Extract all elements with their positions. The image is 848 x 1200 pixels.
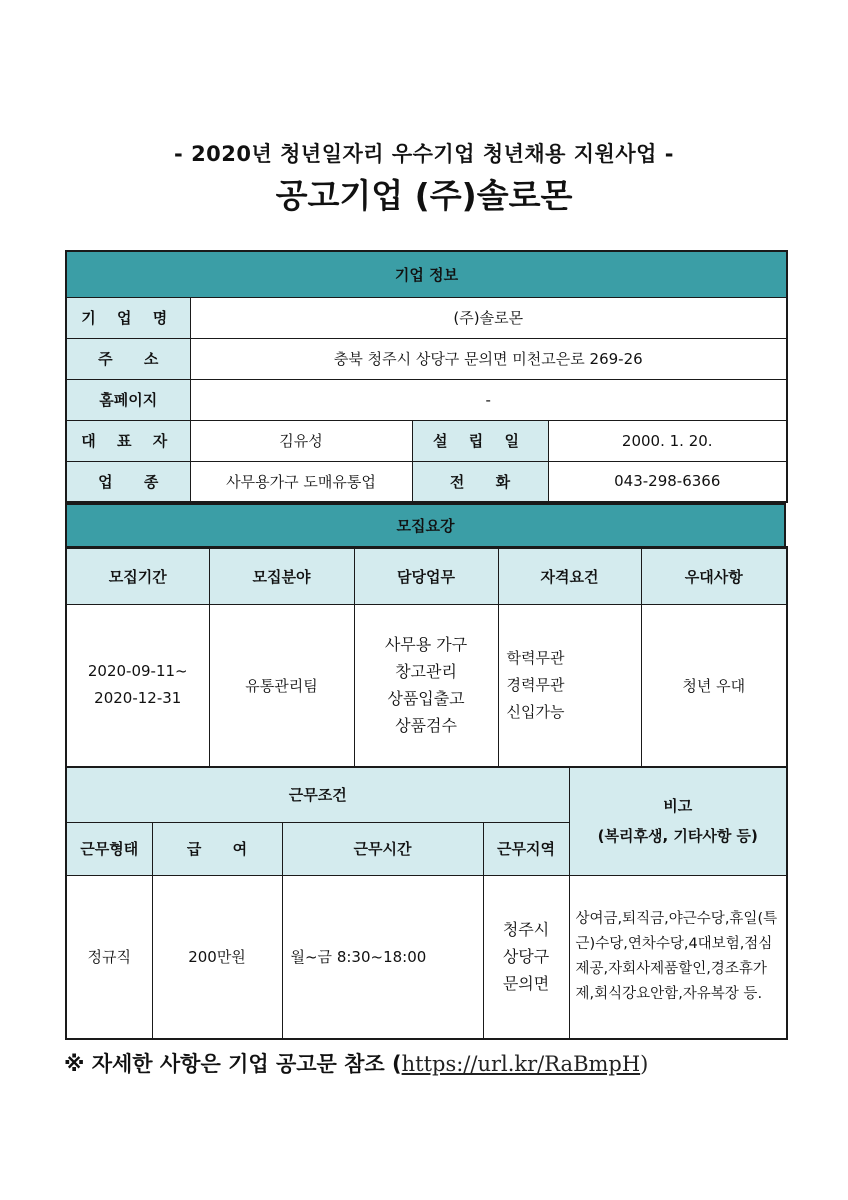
founded-label: 설 립 일: [412, 420, 548, 461]
conditions-table: [65, 766, 788, 1040]
founded-value: 2000. 1. 20.: [548, 420, 787, 461]
note-title: 비고: [663, 797, 693, 816]
work-type: 정규직: [66, 875, 152, 1039]
recruit-field: 유통관리팀: [209, 605, 354, 767]
industry-label: 업 종: [66, 461, 190, 502]
address-value: 충북 청주시 상당구 문의면 미천고은로 269-26: [190, 338, 787, 379]
footer-link[interactable]: https://url.kr/RaBmpH: [401, 1052, 641, 1076]
recruit-header-period: 모집기간: [66, 549, 209, 605]
recruit-duties: [354, 605, 498, 767]
recruit-header-requirements: 자격요건: [498, 549, 641, 605]
cond-header-location: 근무지역: [483, 822, 569, 875]
industry-value: 사무용가구 도매유통업: [190, 461, 412, 502]
phone-value: 043-298-6366: [548, 461, 787, 502]
company-info-table: [65, 250, 788, 503]
footer-note: [64, 1048, 648, 1078]
period-start: 2020-09-11~: [87, 662, 188, 681]
period-end: 2020-12-31: [94, 689, 182, 708]
location-line: 문의면: [502, 974, 550, 994]
company-name-label: 기 업 명: [66, 297, 190, 338]
work-hours: 월~금 8:30~18:00: [282, 875, 483, 1039]
ceo-value: 김유성: [190, 420, 412, 461]
cond-header-hours: 근무시간: [282, 822, 483, 875]
footer-suffix: ): [640, 1052, 649, 1076]
note-subtitle: (복리후생, 기타사항 등): [597, 827, 758, 846]
ceo-label: 대 표 자: [66, 420, 190, 461]
homepage-label: 홈페이지: [66, 379, 190, 420]
conditions-header: 근무조건: [66, 767, 569, 822]
recruit-header-preference: 우대사항: [641, 549, 787, 605]
note-header: [569, 767, 787, 875]
work-location: [483, 875, 569, 1039]
recruit-header-duties: 담당업무: [354, 549, 498, 605]
recruitment-header: 모집요강: [66, 504, 785, 547]
recruitment-header-table: [65, 503, 786, 548]
requirement-item: 경력무관: [506, 675, 565, 694]
cond-header-salary: 급 여: [152, 822, 282, 875]
requirement-item: 학력무관: [506, 648, 565, 667]
recruit-preference: 청년 우대: [641, 605, 787, 767]
duty-item: 상품입출고: [387, 689, 465, 709]
footer-prefix: ※ 자세한 사항은 기업 공고문 참조 (: [64, 1052, 402, 1076]
duty-item: 창고관리: [395, 662, 457, 682]
recruit-period: [66, 605, 209, 767]
homepage-value: -: [190, 379, 787, 420]
phone-label: 전 화: [412, 461, 548, 502]
recruit-header-field: 모집분야: [209, 549, 354, 605]
subtitle: - 2020년 청년일자리 우수기업 청년채용 지원사업 -: [174, 142, 674, 166]
duty-item: 사무용 가구: [384, 635, 468, 655]
page-title: 공고기업 (주)솔로몬: [275, 176, 573, 215]
location-line: 상당구: [502, 947, 550, 967]
company-info-header: 기업 정보: [66, 251, 787, 297]
location-line: 청주시: [502, 920, 550, 940]
address-label: 주 소: [66, 338, 190, 379]
cond-header-type: 근무형태: [66, 822, 152, 875]
company-name-value: (주)솔로몬: [190, 297, 787, 338]
recruit-requirements: [498, 605, 641, 767]
recruitment-table: [65, 546, 788, 768]
duty-item: 상품검수: [395, 716, 457, 736]
note-content: 상여금,퇴직금,야근수당,휴일(특근)수당,연차수당,4대보험,점심제공,자회사제품할인,경조휴가제,회식강요안함,자유복장 등.: [569, 875, 787, 1039]
salary: 200만원: [152, 875, 282, 1039]
requirement-item: 신입가능: [506, 702, 565, 721]
